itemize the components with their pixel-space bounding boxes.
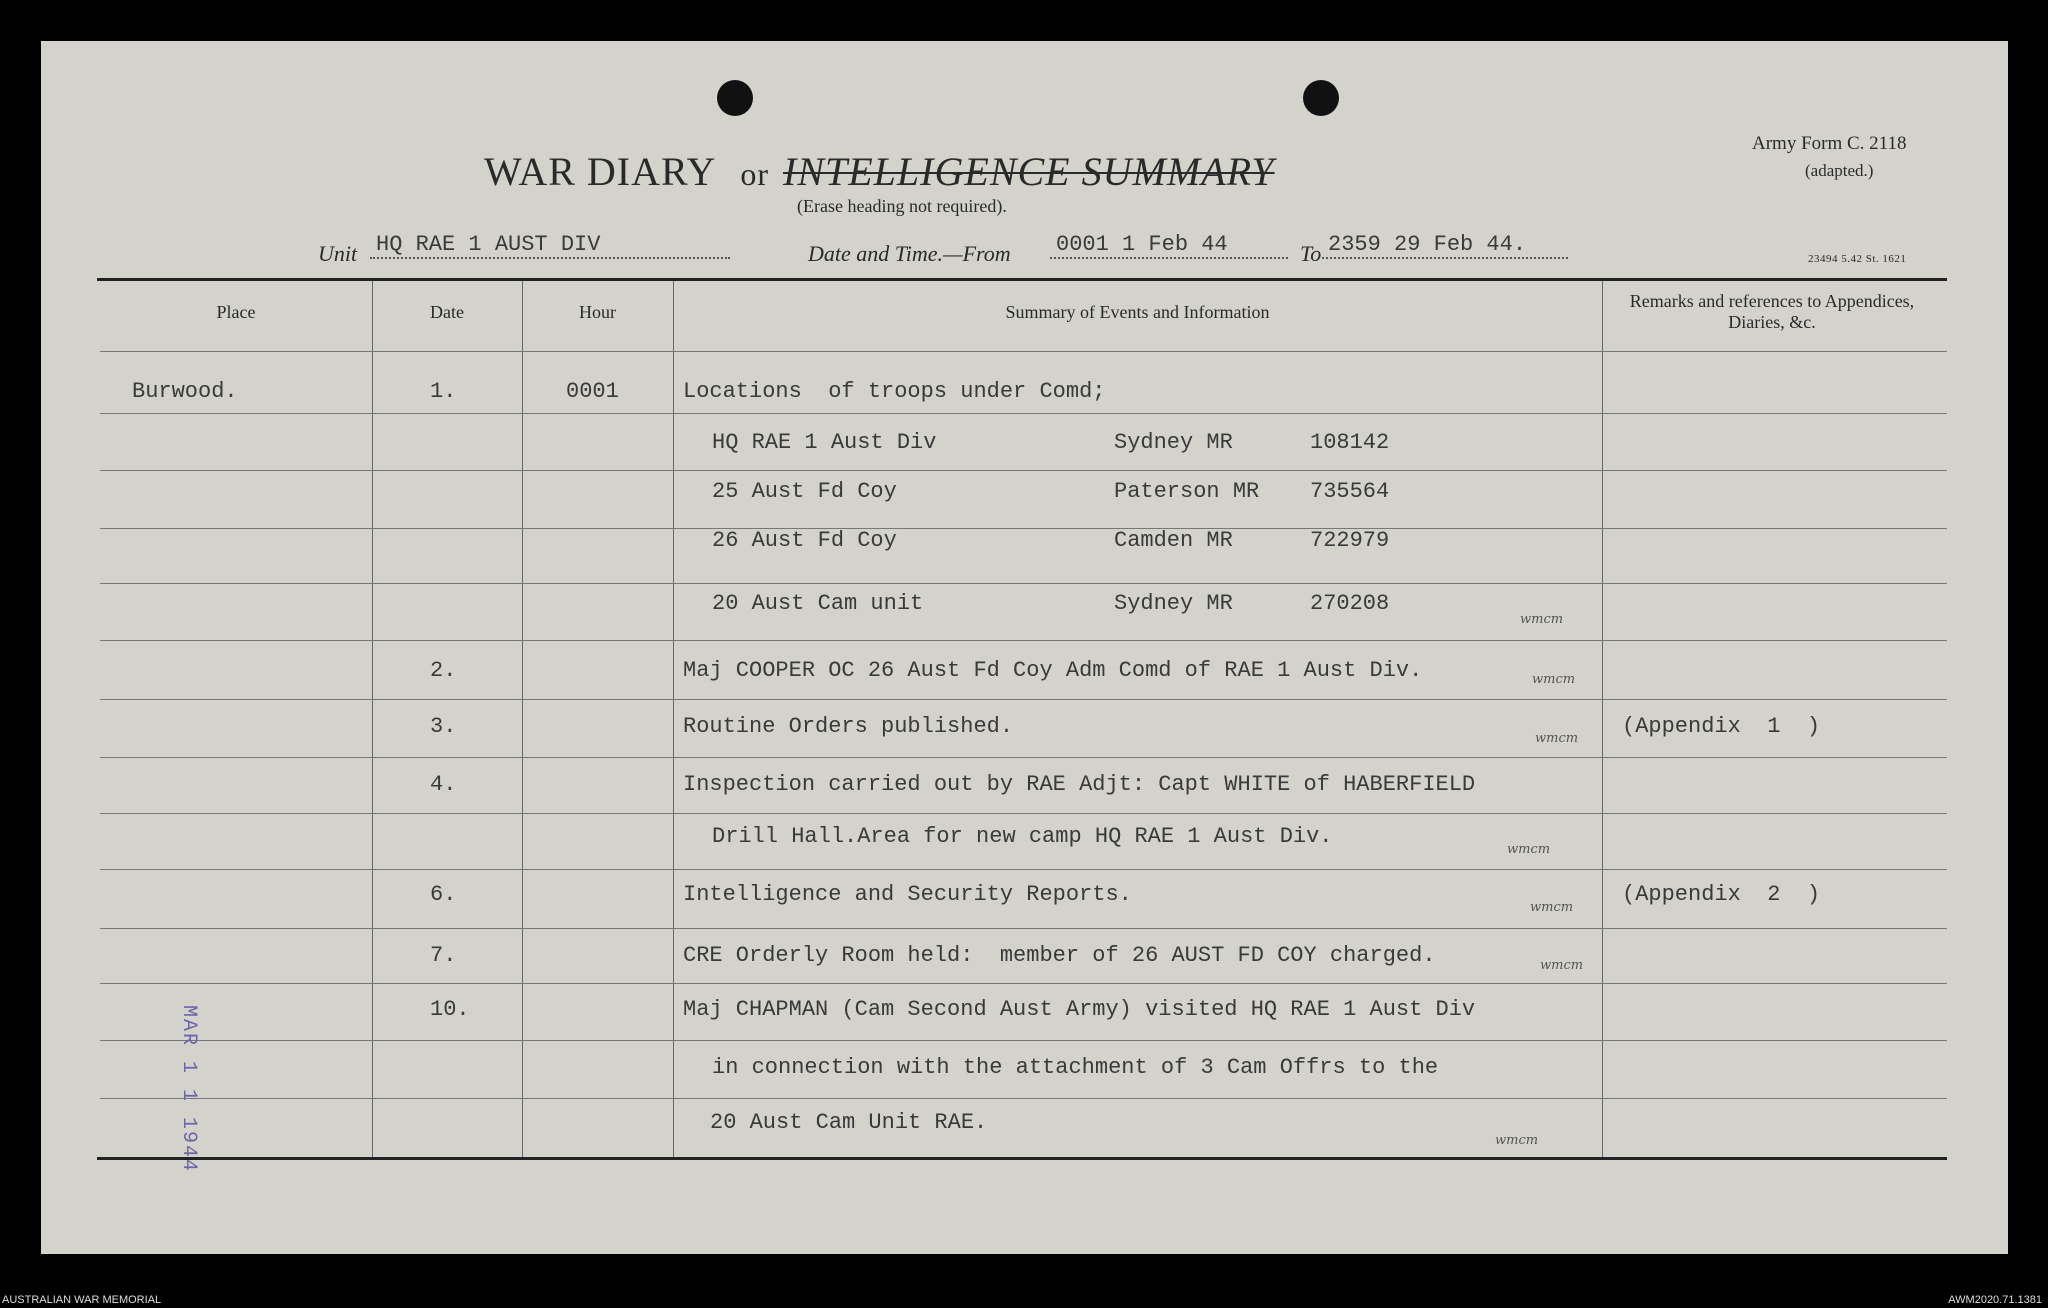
date-to-value: 2359 29 Feb 44.: [1322, 232, 1568, 259]
summary-cell: Maj COOPER OC 26 Aust Fd Coy Adm Comd of RAE 1 Aust Div.: [683, 658, 1423, 683]
unit-location-map: Paterson MR: [1114, 479, 1260, 504]
date-cell: 1.: [430, 379, 457, 404]
summary-cell: in connection with the attachment of 3 Cam Offrs to the: [712, 1055, 1439, 1080]
handwritten-initials: wmcm: [1507, 842, 1551, 857]
title-struck-summary: INTELLIGENCE SUMMARY: [783, 149, 1275, 194]
row-rule: [100, 757, 1947, 758]
summary-cell: 20 Aust Cam Unit RAE.: [710, 1110, 988, 1135]
remarks-cell: (Appendix 2 ): [1622, 882, 1821, 907]
handwritten-initials: wmcm: [1495, 1133, 1539, 1148]
form-title: [484, 148, 1275, 195]
table-bottom-rule: [97, 1157, 1947, 1160]
date-cell: 6.: [430, 882, 457, 907]
place-cell: Burwood.: [132, 379, 238, 404]
date-cell: 3.: [430, 714, 457, 739]
column-header-place: Place: [216, 302, 256, 322]
army-form-number: Army Form C. 2118: [1752, 133, 1907, 154]
table-top-rule: [97, 278, 1947, 281]
handwritten-initials: wmcm: [1532, 672, 1576, 687]
unit-location-map: Sydney MR: [1114, 591, 1233, 616]
date-cell: 4.: [430, 772, 457, 797]
row-rule: [100, 470, 1947, 471]
row-rule: [100, 699, 1947, 700]
date-from-value: 0001 1 Feb 44: [1050, 232, 1288, 259]
unit-location-ref: 735564: [1310, 479, 1390, 504]
unit-value: HQ RAE 1 AUST DIV: [370, 232, 730, 259]
unit-location-map: Sydney MR: [1114, 430, 1233, 455]
row-rule: [100, 640, 1947, 641]
unit-location-map: Camden MR: [1114, 528, 1233, 553]
row-rule: [100, 983, 1947, 984]
unit-location-name: 25 Aust Fd Coy: [712, 479, 897, 504]
unit-location-ref: 722979: [1310, 528, 1390, 553]
title-or: or: [740, 156, 769, 192]
army-form-adapted: (adapted.): [1805, 161, 1874, 180]
date-cell: 10.: [430, 997, 470, 1022]
summary-cell: Inspection carried out by RAE Adjt: Capt WHITE of HABERFIELD: [683, 772, 1476, 797]
date-to-label: To: [1300, 241, 1322, 266]
summary-cell: Maj CHAPMAN (Cam Second Aust Army) visited HQ RAE 1 Aust Div: [683, 997, 1476, 1022]
date-cell: 2.: [430, 658, 457, 683]
footer-reference: AWM2020.71.1381: [1948, 1294, 2042, 1306]
date-from-label: Date and Time.—From: [808, 241, 1011, 266]
hour-cell: 0001: [566, 379, 619, 404]
footer-source: AUSTRALIAN WAR MEMORIAL: [2, 1294, 162, 1306]
unit-location-ref: 108142: [1310, 430, 1390, 455]
remarks-cell: (Appendix 1 ): [1622, 714, 1821, 739]
summary-cell: CRE Orderly Room held: member of 26 AUST FD COY charged.: [683, 943, 1436, 968]
unit-location-ref: 270208: [1310, 591, 1390, 616]
row-rule: [100, 813, 1947, 814]
row-rule: [100, 413, 1947, 414]
row-rule: [100, 928, 1947, 929]
unit-label: Unit: [318, 241, 358, 266]
summary-cell: Routine Orders published.: [683, 714, 1014, 739]
form-subtitle: (Erase heading not required).: [797, 196, 1007, 216]
column-header-summary: Summary of Events and Information: [1005, 302, 1270, 322]
summary-cell: Locations of troops under Comd;: [683, 379, 1106, 404]
summary-cell: Intelligence and Security Reports.: [683, 882, 1132, 907]
row-rule: [100, 1098, 1947, 1099]
column-header-hour: Hour: [579, 302, 616, 322]
unit-location-name: 26 Aust Fd Coy: [712, 528, 897, 553]
unit-location-name: HQ RAE 1 Aust Div: [712, 430, 937, 455]
punch-hole-right: [1303, 80, 1339, 116]
handwritten-initials: wmcm: [1540, 958, 1584, 973]
row-rule: [100, 583, 1947, 584]
column-header-date: Date: [430, 302, 464, 322]
print-reference: 23494 5.42 St. 1621: [1808, 253, 1907, 265]
title-war-diary: WAR DIARY: [484, 149, 717, 194]
row-rule: [100, 351, 1947, 352]
handwritten-initials: wmcm: [1520, 612, 1564, 627]
column-header-remarks: Remarks and references to Appendices, Diaries, &c.: [1629, 291, 1915, 332]
row-rule: [100, 528, 1947, 529]
received-date-stamp: MAR 1 1 1944: [177, 1005, 200, 1174]
unit-location-name: 20 Aust Cam unit: [712, 591, 924, 616]
row-rule: [100, 1040, 1947, 1041]
handwritten-initials: wmcm: [1530, 900, 1574, 915]
date-cell: 7.: [430, 943, 457, 968]
punch-hole-left: [717, 80, 753, 116]
handwritten-initials: wmcm: [1535, 731, 1579, 746]
summary-cell: Drill Hall.Area for new camp HQ RAE 1 Aust Div.: [712, 824, 1333, 849]
row-rule: [100, 869, 1947, 870]
